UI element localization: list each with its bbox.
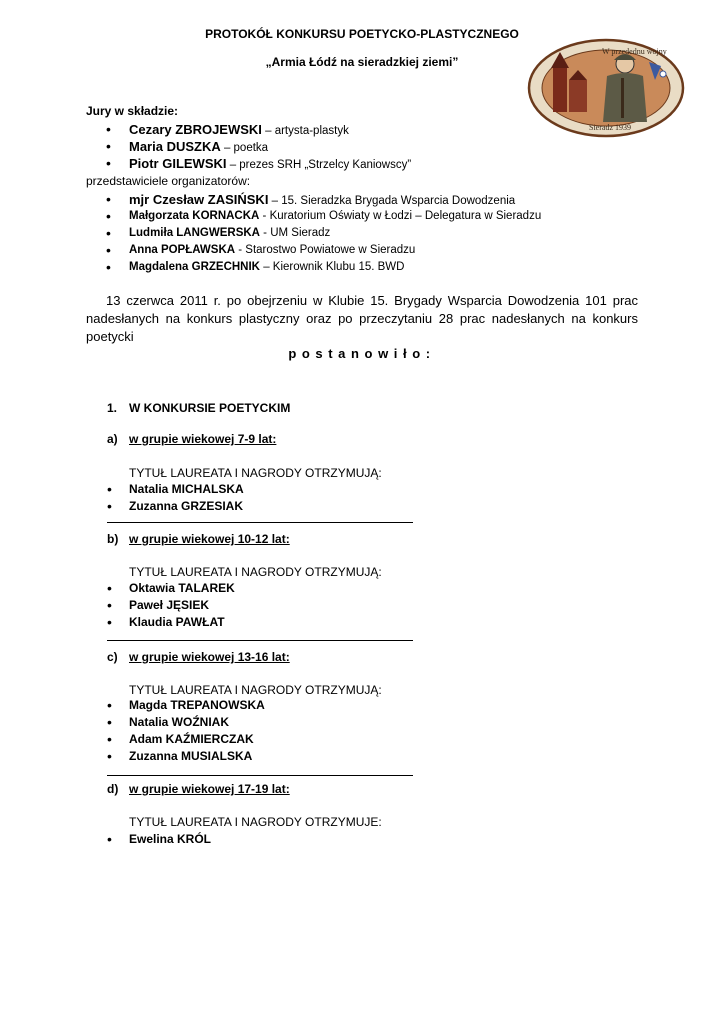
list-item: • Adam KAŹMIERCZAK: [107, 731, 265, 748]
list-item: • Natalia WOŹNIAK: [107, 714, 265, 731]
section-divider: [107, 522, 413, 523]
representatives-list: [86, 191, 541, 276]
document-title: PROTOKÓŁ KONKURSU POETYCKO-PLASTYCZNEGO: [205, 27, 519, 41]
list-item: • mjr Czesław ZASIŃSKI – 15. Sieradzka Brygada Wsparcia Dowodzenia: [86, 191, 541, 208]
winners-heading: TYTUŁ LAUREATA I NAGRODY OTRZYMUJE:: [129, 815, 382, 829]
winners-list: [107, 481, 244, 515]
list-item: • Ludmiła LANGWERSKA - UM Sieradz: [86, 225, 541, 242]
group-letter: a): [107, 432, 118, 446]
jury-members-list: [86, 121, 411, 172]
jury-heading: Jury w składzie:: [86, 104, 179, 118]
list-item: • Małgorzata KORNACKA - Kuratorium Oświaty w Łodzi – Delegatura w Sieradzu: [86, 208, 541, 225]
list-item: • Klaudia PAWŁAT: [107, 614, 235, 631]
document-subtitle: „Armia Łódź na sieradzkiej ziemi”: [265, 55, 459, 69]
list-item: • Zuzanna MUSIALSKA: [107, 748, 265, 765]
list-item: • Maria DUSZKA – poetka: [86, 138, 411, 155]
section-title: W KONKURSIE POETYCKIM: [129, 401, 291, 415]
group-label: w grupie wiekowej 10-12 lat:: [129, 532, 290, 546]
section-number: 1.: [107, 401, 118, 415]
list-item: • Natalia MICHALSKA: [107, 481, 244, 498]
winners-heading: TYTUŁ LAUREATA I NAGRODY OTRZYMUJĄ:: [129, 565, 382, 579]
list-item: • Oktawia TALAREK: [107, 580, 235, 597]
list-item: • Piotr GILEWSKI – prezes SRH „Strzelcy Kaniowscy”: [86, 155, 411, 172]
group-label: w grupie wiekowej 17-19 lat:: [129, 782, 290, 796]
list-item: • Cezary ZBROJEWSKI – artysta-plastyk: [86, 121, 411, 138]
list-item: • Magdalena GRZECHNIK – Kierownik Klubu 15. BWD: [86, 259, 541, 276]
winners-heading: TYTUŁ LAUREATA I NAGRODY OTRZYMUJĄ:: [129, 466, 382, 480]
intro-paragraph: 13 czerwca 2011 r. po obejrzeniu w Klubie 15. Brygady Wsparcia Dowodzenia 101 prac nadesłanych na konkurs plastyczny oraz po przeczytaniu 28 prac nadesłanych na konkurs poetycki: [86, 293, 638, 344]
contest-logo: [527, 38, 685, 138]
list-item: • Magda TREPANOWSKA: [107, 697, 265, 714]
list-item: • Ewelina KRÓL: [107, 831, 211, 848]
winners-list: [107, 580, 235, 631]
decision-heading: postanowiło:: [288, 346, 436, 361]
group-label: w grupie wiekowej 13-16 lat:: [129, 650, 290, 664]
representatives-label: przedstawiciele organizatorów:: [86, 174, 251, 188]
group-letter: c): [107, 650, 118, 664]
list-item: • Anna POPŁAWSKA - Starostwo Powiatowe w Sieradzu: [86, 242, 541, 259]
group-label: w grupie wiekowej 7-9 lat:: [129, 432, 277, 446]
winners-list: [107, 831, 211, 848]
list-item: • Zuzanna GRZESIAK: [107, 498, 244, 515]
winners-list: [107, 697, 265, 765]
logo-text-top: W przedednu wojny: [602, 47, 667, 56]
list-item: • Paweł JĘSIEK: [107, 597, 235, 614]
group-letter: b): [107, 532, 119, 546]
section-divider: [107, 775, 413, 776]
winners-heading: TYTUŁ LAUREATA I NAGRODY OTRZYMUJĄ:: [129, 683, 382, 697]
logo-text-bottom: Sieradz 1939: [589, 123, 631, 132]
section-divider: [107, 640, 413, 641]
group-letter: d): [107, 782, 119, 796]
